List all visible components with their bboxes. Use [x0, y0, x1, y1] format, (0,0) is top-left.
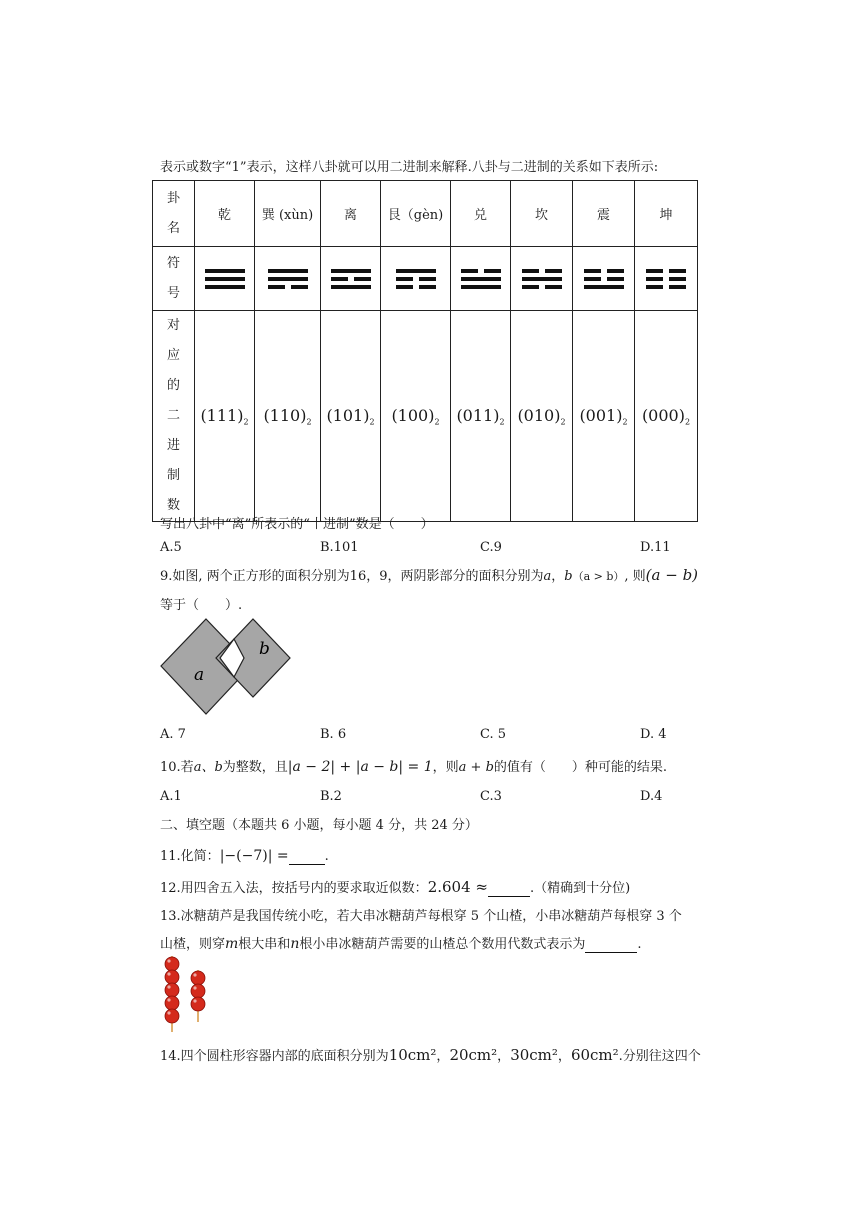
yang-line	[205, 269, 245, 273]
trigram-cell	[511, 247, 573, 311]
squares-figure	[158, 616, 294, 718]
q13-n: n	[290, 936, 300, 952]
yang-line	[331, 269, 371, 273]
trigram-cell	[321, 247, 381, 311]
binary-cell	[381, 311, 451, 522]
choice-b: B. 6	[320, 727, 347, 742]
label-a: a	[194, 665, 205, 685]
berry	[191, 997, 205, 1011]
q11-stem: 11.化简：	[160, 849, 220, 864]
q13-answer-blank[interactable]	[585, 937, 637, 953]
q13-line1: 13.冰糖葫芦是我国传统小吃，若大串冰糖葫芦每根穿 5 个山楂，小串冰糖葫芦每根穿 3 个	[160, 909, 682, 924]
yin-line	[396, 285, 436, 289]
q9-stem-2: , 则	[624, 569, 646, 584]
row-header-name	[153, 181, 195, 247]
trigram-cell	[195, 247, 255, 311]
q13-line2-b: 根大串和	[238, 937, 291, 952]
binary-base: 2	[499, 417, 505, 427]
gua-name: 乾	[195, 181, 255, 247]
yin-line	[461, 269, 501, 273]
binary-value: (001)	[579, 405, 623, 425]
binary-base: 2	[684, 417, 691, 427]
q12-end: .（精确到十分位)	[529, 881, 631, 896]
q10-stem-4: 的值有（ ）种可能的结果.	[493, 760, 668, 775]
binary-cell	[635, 311, 698, 522]
gua-name: 坎	[511, 181, 573, 247]
q14-area: 10cm²	[388, 1046, 437, 1064]
choice-d: D. 4	[640, 727, 667, 742]
trigram-symbol	[646, 265, 686, 293]
binary-base: 2	[243, 417, 249, 427]
q10-choices	[160, 789, 700, 804]
binary-value: (110)	[263, 405, 307, 425]
binary-base: 2	[622, 417, 628, 427]
binary-cell	[573, 311, 635, 522]
binary-row	[153, 311, 698, 522]
q11-end: .	[324, 849, 329, 864]
choice-b: B.101	[320, 540, 359, 555]
big-skewer-berries	[165, 957, 179, 1023]
yin-line	[646, 285, 686, 289]
binary-cell	[451, 311, 511, 522]
row-header-name-text: 卦名	[166, 190, 180, 236]
yang-line	[268, 269, 308, 273]
q9-stem	[160, 565, 698, 584]
berry	[165, 996, 179, 1010]
section-heading: 二、填空题（本题共 6 小题，每小题 4 分，共 24 分）	[160, 818, 478, 833]
q10-stem-1: 10.若	[160, 760, 194, 775]
q12-value: 2.604 ≈	[427, 878, 488, 896]
q9-comma: ，	[551, 569, 565, 584]
choice-c: C.3	[480, 789, 502, 804]
yin-line	[646, 277, 686, 281]
q9-var-a: a	[543, 569, 552, 584]
q12-stem: 12.用四舍五入法，按括号内的要求取近似数：	[160, 881, 428, 896]
yin-line	[584, 269, 624, 273]
choice-d: D.4	[640, 789, 663, 804]
binary-value: (011)	[456, 405, 500, 425]
binary-cell	[511, 311, 573, 522]
yin-line	[268, 285, 308, 289]
yang-line	[205, 285, 245, 289]
trigram-cell	[451, 247, 511, 311]
row-header-symbol-text: 符号	[166, 255, 180, 301]
choice-a: A. 7	[160, 727, 186, 742]
trigram-symbol	[331, 265, 371, 293]
berry	[191, 984, 205, 998]
yin-line	[646, 269, 686, 273]
q10-equation: |a − 2| + |a − b| = 1	[287, 759, 433, 775]
q13-line2-a: 山楂，则穿	[160, 937, 226, 952]
q12-answer-blank[interactable]	[488, 881, 530, 897]
berry	[165, 957, 179, 971]
small-skewer-berries	[191, 971, 205, 1011]
intro-text: 表示或数字“1”表示，这样八卦就可以用二进制来解释.八卦与二进制的关系如下表所示:	[160, 160, 659, 175]
trigram-cell	[573, 247, 635, 311]
gua-name: 兑	[451, 181, 511, 247]
berry	[165, 983, 179, 997]
q12	[160, 877, 630, 897]
q10-stem	[160, 756, 667, 775]
binary-value: (000)	[641, 405, 685, 425]
binary-value: (010)	[517, 405, 561, 425]
yang-line	[268, 277, 308, 281]
name-row	[153, 181, 698, 247]
gua-name: 艮（gèn)	[381, 181, 451, 247]
symbol-row	[153, 247, 698, 311]
q9-expr: (a − b)	[645, 566, 699, 584]
binary-base: 2	[369, 417, 375, 427]
q9-cond: （a > b）	[572, 570, 625, 583]
gua-name: 坤	[635, 181, 698, 247]
q8-stem: 写出八卦中“离”所表示的“十进制”数是（ ）	[160, 517, 434, 532]
q11-answer-blank[interactable]	[289, 849, 325, 865]
yang-line	[461, 277, 501, 281]
yang-line	[205, 277, 245, 281]
binary-cell	[195, 311, 255, 522]
yang-line	[461, 285, 501, 289]
gua-name: 震	[573, 181, 635, 247]
trigram-symbol	[205, 265, 245, 293]
q13-m: m	[225, 936, 239, 952]
label-b: b	[259, 639, 270, 659]
yang-line	[522, 277, 562, 281]
choice-b: B.2	[320, 789, 342, 804]
gua-name: 离	[321, 181, 381, 247]
q14-end: .分别往这四个	[618, 1049, 701, 1064]
q9-stem-3: 等于（ ）.	[160, 598, 243, 613]
q14-stem: 14.四个圆柱形容器内部的底面积分别为	[160, 1049, 389, 1064]
trigram-symbol	[396, 265, 436, 293]
binary-base: 2	[560, 417, 566, 427]
q9-choices	[160, 727, 700, 742]
berry	[165, 970, 179, 984]
yang-line	[331, 285, 371, 289]
q10-stem-3: ，则	[432, 760, 459, 775]
row-header-symbol	[153, 247, 195, 311]
binary-value: (111)	[200, 405, 244, 425]
binary-cell	[255, 311, 321, 522]
q14: 14.四个圆柱形容器内部的底面积分别为10cm²，20cm²，30cm²，60cm².分别往这四个	[160, 1046, 701, 1064]
yin-line	[396, 277, 436, 281]
q11-expr: |−(−7)| =	[219, 848, 289, 864]
q14-area: 20cm²	[449, 1046, 498, 1064]
row-header-binary	[153, 311, 195, 522]
q14-area: 30cm²	[510, 1046, 558, 1064]
binary-value: (101)	[326, 405, 370, 425]
yin-line	[522, 285, 562, 289]
choice-a: A.5	[160, 540, 182, 555]
berry	[165, 1009, 179, 1023]
q11	[160, 845, 329, 865]
yin-line	[584, 277, 624, 281]
yang-line	[584, 285, 624, 289]
binary-base: 2	[434, 417, 440, 427]
yin-line	[331, 277, 371, 281]
trigram-symbol	[584, 265, 624, 293]
tanghulu-image	[158, 956, 218, 1034]
trigram-symbol	[522, 265, 562, 293]
q9-var-b: b	[564, 569, 573, 584]
binary-value: (100)	[391, 405, 435, 425]
bagua-table	[152, 180, 698, 522]
binary-base: 2	[306, 417, 312, 427]
q13-line2-c: 根小串冰糖葫芦需要的山楂总个数用代数式表示为	[299, 937, 586, 952]
q10-vars: a、b	[193, 760, 223, 775]
choice-c: C. 5	[480, 727, 507, 742]
yin-line	[522, 269, 562, 273]
berry	[191, 971, 205, 985]
q10-stem-2: 为整数，且	[222, 760, 288, 775]
trigram-symbol	[268, 265, 308, 293]
trigram-symbol	[461, 265, 501, 293]
q10-sum: a + b	[458, 760, 494, 775]
choice-c: C.9	[480, 540, 502, 555]
q14-area: 60cm²	[570, 1046, 619, 1064]
trigram-cell	[635, 247, 698, 311]
row-header-binary-text: 对应的二进制数	[166, 318, 180, 513]
trigram-cell	[381, 247, 451, 311]
q9-stem-1: 9.如图, 两个正方形的面积分别为16，9，两阴影部分的面积分别为	[160, 569, 544, 584]
binary-cell	[321, 311, 381, 522]
yang-line	[396, 269, 436, 273]
q13-end: .	[637, 937, 642, 952]
q8-choices	[160, 540, 700, 555]
choice-d: D.11	[640, 540, 671, 555]
trigram-cell	[255, 247, 321, 311]
gua-name: 巽 (xùn)	[255, 181, 321, 247]
choice-a: A.1	[160, 789, 182, 804]
q13-line2	[160, 933, 642, 953]
